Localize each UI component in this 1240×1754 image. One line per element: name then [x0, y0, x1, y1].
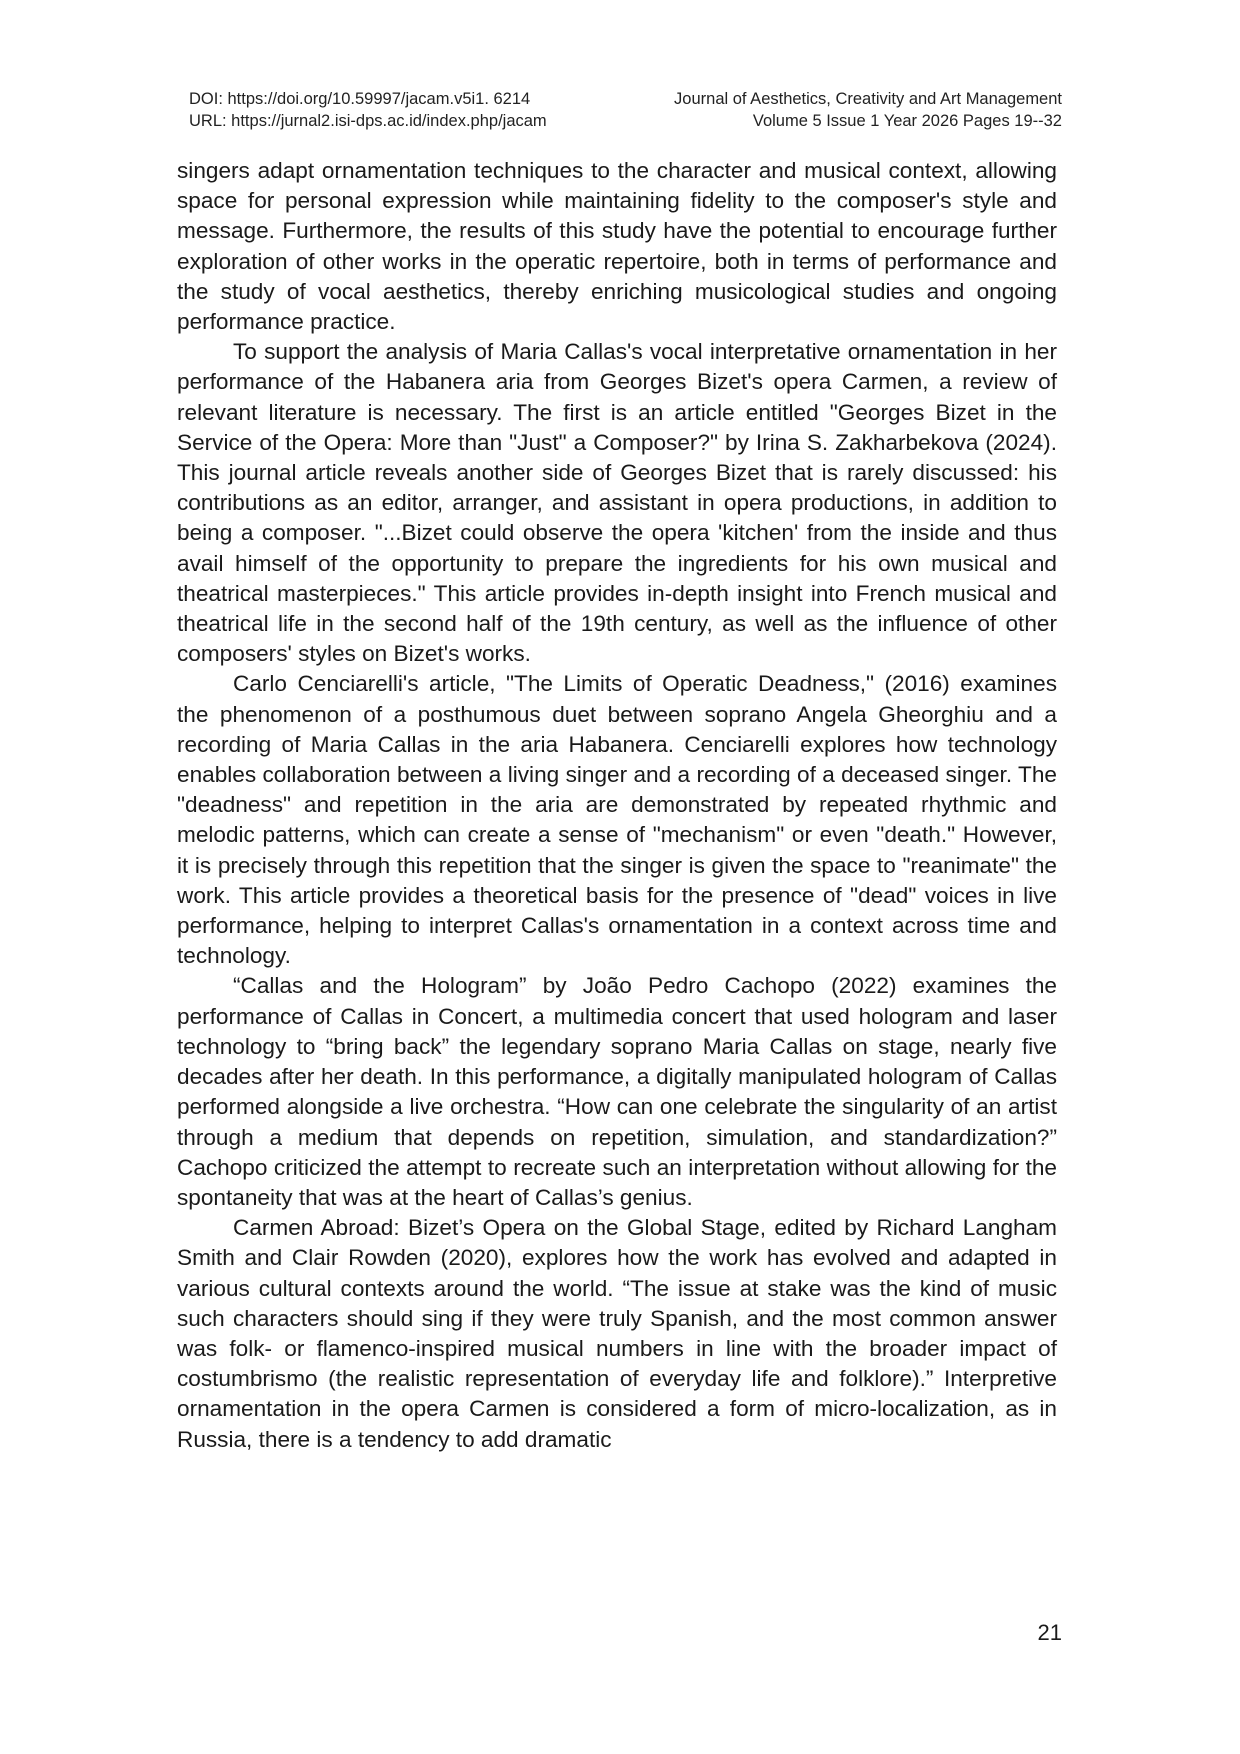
paragraph: Carlo Cenciarelli's article, "The Limits of Operatic Deadness," (2016) examines the phenomenon of a posthumous duet between soprano Angela Gheorghiu and a recording of Maria Callas in the aria Habanera. Cenciarelli explores how technology enables collaboration between a living singer and a recording of a deceased singer. The "deadness" and repetition in the aria are demonstrated by repeated rhythmic and melodic patterns, which can create a sense of "mechanism" or even "death." However, it is precisely through this repetition that the singer is given the space to "reanimate" the work. This article provides a theoretical basis for the presence of "dead" voices in live performance, helping to interpret Callas's ornamentation in a context across time and technology.	[177, 671, 1057, 969]
doi-text: DOI: https://doi.org/10.59997/jacam.v5i1. 6214	[189, 90, 531, 108]
header-left	[189, 88, 547, 132]
paragraph: To support the analysis of Maria Callas's vocal interpretative ornamentation in her performance of the Habanera aria from Georges Bizet's opera Carmen, a review of relevant literature is necessary. The first is an article entitled "Georges Bizet in the Service of the Opera: More than "Just" a Composer?" by Irina S. Zakharbekova (2024). This journal article reveals another side of Georges Bizet that is rarely discussed: his contributions as an editor, arranger, and assistant in opera productions, in addition to being a composer. "...Bizet could observe the opera 'kitchen' from the inside and thus avail himself of the opportunity to prepare the ingredients for his own musical and theatrical masterpieces." This article provides in-depth insight into French musical and theatrical life in the second half of the 19th century, as well as the influence of other composers' styles on Bizet's works.	[177, 339, 1057, 667]
body-text	[177, 156, 1057, 1455]
paragraph: singers adapt ornamentation techniques to the character and musical context, allowing space for personal expression while maintaining fidelity to the composer's style and message. Furthermore, the results of this study have the potential to encourage further exploration of other works in the operatic repertoire, both in terms of performance and the study of vocal aesthetics, thereby enriching musicological studies and ongoing performance practice.	[177, 158, 1057, 335]
volume-info: Volume 5 Issue 1 Year 2026 Pages 19--32	[752, 112, 1062, 130]
page-number: 21	[1037, 1620, 1062, 1645]
paragraph: Carmen Abroad: Bizet’s Opera on the Global Stage, edited by Richard Langham Smith and Clair Rowden (2020), explores how the work has evolved and adapted in various cultural contexts around the world. “The issue at stake was the kind of music such characters should sing if they were truly Spanish, and the most common answer was folk- or flamenco-inspired musical numbers in line with the broader impact of costumbrismo (the realistic representation of everyday life and folklore).” Interpretive ornamentation in the opera Carmen is considered a form of micro-localization, as in Russia, there is a tendency to add dramatic	[177, 1215, 1057, 1452]
header-right	[674, 88, 1062, 132]
paragraph: “Callas and the Hologram” by João Pedro Cachopo (2022) examines the performance of Callas in Concert, a multimedia concert that used hologram and laser technology to “bring back” the legendary soprano Maria Callas on stage, nearly five decades after her death. In this performance, a digitally manipulated hologram of Callas performed alongside a live orchestra. “How can one celebrate the singularity of an artist through a medium that depends on repetition, simulation, and standardization?” Cachopo criticized the attempt to recreate such an interpretation without allowing for the spontaneity that was at the heart of Callas’s genius.	[177, 973, 1057, 1210]
url-text: URL: https://jurnal2.isi-dps.ac.id/index.php/jacam	[189, 112, 547, 130]
journal-title: Journal of Aesthetics, Creativity and Art Management	[674, 90, 1062, 108]
